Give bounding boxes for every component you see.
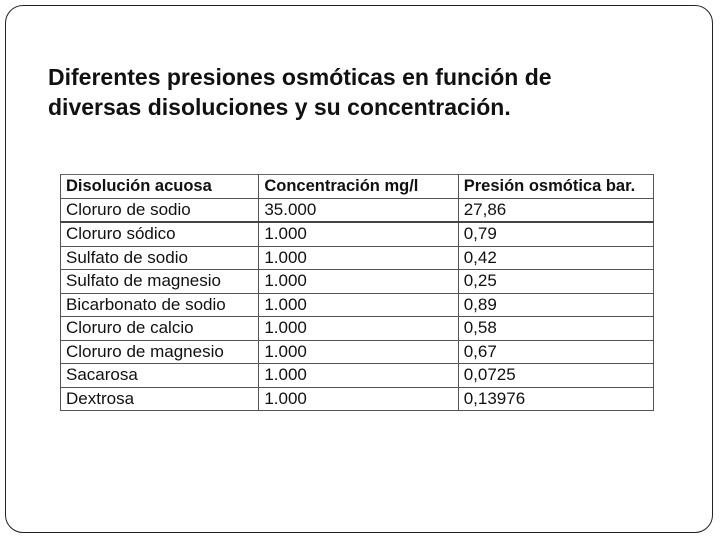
slide-title-line-2: diversas disoluciones y su concentración. <box>48 94 511 120</box>
cell-presion: 0,13976 <box>458 387 653 411</box>
cell-presion: 0,89 <box>458 293 653 317</box>
table-row <box>61 364 654 388</box>
cell-presion: 0,42 <box>458 246 653 270</box>
cell-disolucion: Sulfato de sodio <box>61 246 259 270</box>
cell-presion: 0,58 <box>458 317 653 341</box>
cell-presion: 27,86 <box>458 198 653 222</box>
cell-concentracion: 1.000 <box>259 317 458 341</box>
table-row <box>61 340 654 364</box>
cell-disolucion: Sacarosa <box>61 364 259 388</box>
cell-concentracion: 1.000 <box>259 293 458 317</box>
header-presion: Presión osmótica bar. <box>458 175 653 199</box>
table-row <box>61 317 654 341</box>
table-row <box>61 270 654 294</box>
cell-disolucion: Cloruro sódico <box>61 222 259 246</box>
cell-concentracion: 1.000 <box>259 246 458 270</box>
cell-disolucion: Bicarbonato de sodio <box>61 293 259 317</box>
cell-disolucion: Cloruro de magnesio <box>61 340 259 364</box>
cell-concentracion: 1.000 <box>259 270 458 294</box>
cell-presion: 0,67 <box>458 340 653 364</box>
table-row <box>61 198 654 222</box>
cell-concentracion: 1.000 <box>259 340 458 364</box>
cell-presion: 0,79 <box>458 222 653 246</box>
cell-disolucion: Dextrosa <box>61 387 259 411</box>
cell-disolucion: Cloruro de sodio <box>61 198 259 222</box>
table-row <box>61 222 654 246</box>
cell-disolucion: Cloruro de calcio <box>61 317 259 341</box>
header-concentracion: Concentración mg/l <box>259 175 458 199</box>
table-row <box>61 293 654 317</box>
header-disolucion: Disolución acuosa <box>61 175 259 199</box>
osmotic-pressure-table <box>60 174 654 411</box>
cell-concentracion: 35.000 <box>259 198 458 222</box>
slide-title <box>48 62 688 122</box>
table-row <box>61 387 654 411</box>
cell-concentracion: 1.000 <box>259 364 458 388</box>
cell-presion: 0,0725 <box>458 364 653 388</box>
cell-concentracion: 1.000 <box>259 222 458 246</box>
cell-presion: 0,25 <box>458 270 653 294</box>
table-row <box>61 246 654 270</box>
cell-disolucion: Sulfato de magnesio <box>61 270 259 294</box>
slide-title-line-1: Diferentes presiones osmóticas en función de <box>48 64 552 90</box>
cell-concentracion: 1.000 <box>259 387 458 411</box>
table-header-row <box>61 175 654 199</box>
